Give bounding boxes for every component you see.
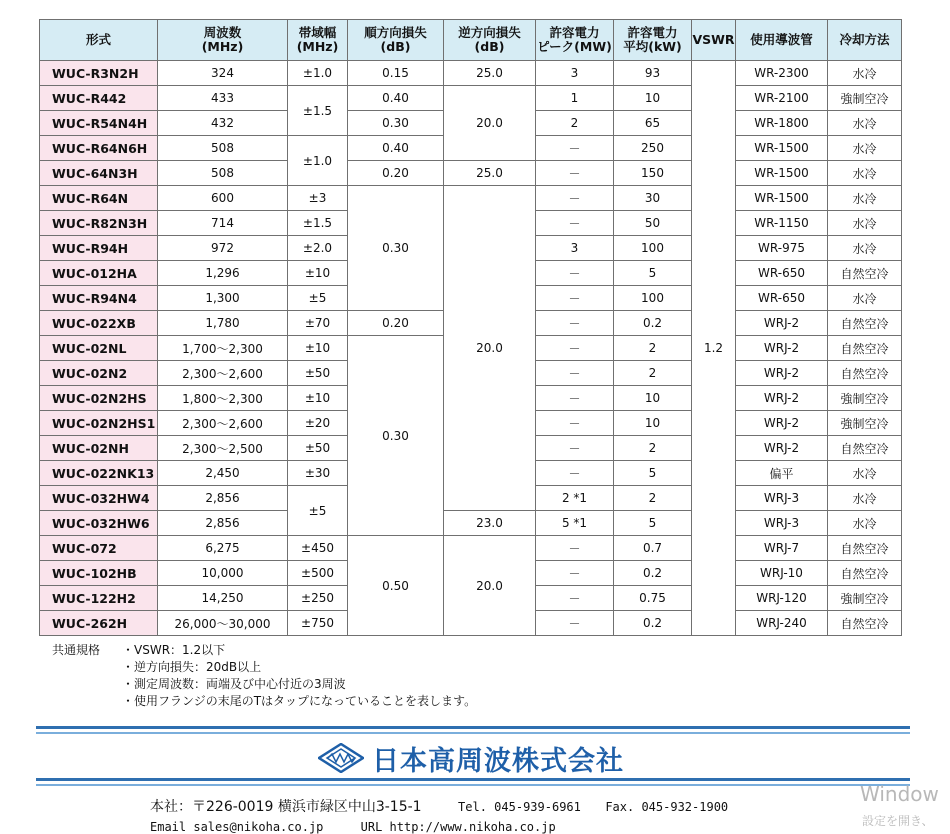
waveguide-cell: WRJ-10 [736,561,828,586]
peak-power-cell: － [536,261,614,286]
peak-power-cell: － [536,336,614,361]
bandwidth-cell: ±10 [288,336,348,361]
forward-loss-cell: 0.50 [348,536,444,636]
average-power-cell: 0.2 [614,311,692,336]
contact-line [150,820,556,834]
bandwidth-cell: ±2.0 [288,236,348,261]
bandwidth-cell: ±50 [288,436,348,461]
peak-power-cell: － [536,211,614,236]
frequency-cell: 2,856 [158,486,288,511]
header-bandwidth: 帯域幅 (MHz) [288,20,348,61]
average-power-cell: 250 [614,136,692,161]
model-cell: WUC-02NH [40,436,158,461]
header-vswr: VSWR [692,20,736,61]
model-cell: WUC-R54N4H [40,111,158,136]
cooling-cell: 自然空冷 [828,536,902,561]
model-cell: WUC-012HA [40,261,158,286]
table-row [40,161,902,186]
waveguide-cell: WR-2300 [736,61,828,86]
frequency-cell: 2,450 [158,461,288,486]
cooling-cell: 水冷 [828,111,902,136]
waveguide-cell: WRJ-2 [736,361,828,386]
forward-loss-cell: 0.20 [348,311,444,336]
table-header-row [40,20,902,61]
model-cell: WUC-022XB [40,311,158,336]
bandwidth-cell: ±1.0 [288,61,348,86]
average-power-cell: 0.7 [614,536,692,561]
vswr-cell: 1.2 [692,61,736,636]
fax-number: Fax. 045-932-1900 [605,800,729,814]
note-item: ・VSWR：1.2以下 [122,643,226,657]
frequency-cell: 14,250 [158,586,288,611]
peak-power-cell: － [536,536,614,561]
model-cell: WUC-R94H [40,236,158,261]
average-power-cell: 5 [614,511,692,536]
reverse-loss-cell: 20.0 [444,186,536,511]
peak-power-cell: － [536,411,614,436]
reverse-loss-cell: 20.0 [444,86,536,161]
model-cell: WUC-02NL [40,336,158,361]
table-row [40,86,902,111]
peak-power-cell: 2 [536,111,614,136]
forward-loss-cell: 0.30 [348,186,444,311]
activation-watermark-sub: 設定を開き、 [862,814,934,828]
header-frequency: 周波数 (MHz) [158,20,288,61]
waveguide-cell: WR-975 [736,236,828,261]
frequency-cell: 432 [158,111,288,136]
peak-power-cell: 2 *1 [536,486,614,511]
model-cell: WUC-R82N3H [40,211,158,236]
reverse-loss-cell: 25.0 [444,61,536,86]
frequency-cell: 433 [158,86,288,111]
model-cell: WUC-072 [40,536,158,561]
model-cell: WUC-122H2 [40,586,158,611]
frequency-cell: 1,700～2,300 [158,336,288,361]
notes-label: 共通規格 [52,643,101,657]
waveguide-cell: WR-1500 [736,161,828,186]
frequency-cell: 600 [158,186,288,211]
model-cell: WUC-032HW4 [40,486,158,511]
average-power-cell: 65 [614,111,692,136]
bandwidth-cell: ±3 [288,186,348,211]
reverse-loss-cell: 20.0 [444,536,536,636]
frequency-cell: 10,000 [158,561,288,586]
waveguide-cell: WR-1150 [736,211,828,236]
peak-power-cell: － [536,561,614,586]
company-name: 日本高周波株式会社 [372,745,624,777]
divider-top-thin [36,732,910,734]
waveguide-cell: WR-1800 [736,111,828,136]
average-power-cell: 0.75 [614,586,692,611]
average-power-cell: 150 [614,161,692,186]
waveguide-cell: WRJ-3 [736,511,828,536]
peak-power-cell: － [536,136,614,161]
peak-power-cell: － [536,461,614,486]
cooling-cell: 自然空冷 [828,611,902,636]
activation-watermark: Window [860,782,939,806]
website-link[interactable]: URL http://www.nikoha.co.jp [360,820,556,834]
forward-loss-cell: 0.30 [348,111,444,136]
divider-top [36,726,910,729]
bandwidth-cell: ±70 [288,311,348,336]
model-cell: WUC-02N2HS1 [40,411,158,436]
average-power-cell: 100 [614,236,692,261]
address: 本社：〒226-0019 横浜市緑区中山3-15-1 [150,799,422,815]
waveguide-cell: WRJ-2 [736,411,828,436]
bandwidth-cell: ±750 [288,611,348,636]
peak-power-cell: － [536,586,614,611]
frequency-cell: 508 [158,161,288,186]
header-average-power: 許容電力 平均(kW) [614,20,692,61]
bandwidth-cell: ±10 [288,386,348,411]
waveguide-cell: WRJ-2 [736,336,828,361]
address-line [150,796,728,816]
cooling-cell: 自然空冷 [828,561,902,586]
cooling-cell: 自然空冷 [828,361,902,386]
cooling-cell: 水冷 [828,136,902,161]
average-power-cell: 100 [614,286,692,311]
frequency-cell: 2,300～2,500 [158,436,288,461]
common-specifications [52,642,476,710]
divider-bottom-thin [36,784,910,786]
average-power-cell: 10 [614,386,692,411]
frequency-cell: 1,800～2,300 [158,386,288,411]
bandwidth-cell: ±50 [288,361,348,386]
table-row [40,536,902,561]
average-power-cell: 2 [614,486,692,511]
cooling-cell: 水冷 [828,161,902,186]
header-model: 形式 [40,20,158,61]
cooling-cell: 自然空冷 [828,336,902,361]
bandwidth-cell: ±500 [288,561,348,586]
cooling-cell: 自然空冷 [828,311,902,336]
table-row [40,61,902,86]
spec-table [39,19,902,636]
cooling-cell: 強制空冷 [828,586,902,611]
bandwidth-cell: ±250 [288,586,348,611]
peak-power-cell: － [536,186,614,211]
cooling-cell: 自然空冷 [828,436,902,461]
peak-power-cell: － [536,386,614,411]
frequency-cell: 714 [158,211,288,236]
model-cell: WUC-262H [40,611,158,636]
bandwidth-cell: ±30 [288,461,348,486]
average-power-cell: 50 [614,211,692,236]
model-cell: WUC-R94N4 [40,286,158,311]
average-power-cell: 0.2 [614,561,692,586]
reverse-loss-cell: 25.0 [444,161,536,186]
average-power-cell: 0.2 [614,611,692,636]
model-cell: WUC-102HB [40,561,158,586]
cooling-cell: 水冷 [828,511,902,536]
waveguide-cell: WR-1500 [736,186,828,211]
frequency-cell: 6,275 [158,536,288,561]
peak-power-cell: 3 [536,236,614,261]
forward-loss-cell: 0.30 [348,336,444,536]
waveguide-cell: WRJ-120 [736,586,828,611]
wave-diamond-icon [318,743,364,773]
frequency-cell: 2,300～2,600 [158,411,288,436]
peak-power-cell: － [536,311,614,336]
header-cooling: 冷却方法 [828,20,902,61]
bandwidth-cell: ±1.0 [288,136,348,186]
bandwidth-cell: ±450 [288,536,348,561]
header-reverse-loss: 逆方向損失 (dB) [444,20,536,61]
bandwidth-cell: ±1.5 [288,86,348,136]
reverse-loss-cell: 23.0 [444,511,536,536]
peak-power-cell: 1 [536,86,614,111]
phone-number: Tel. 045-939-6961 [458,800,581,814]
cooling-cell: 水冷 [828,236,902,261]
cooling-cell: 水冷 [828,211,902,236]
table-row [40,511,902,536]
model-cell: WUC-R64N6H [40,136,158,161]
average-power-cell: 5 [614,461,692,486]
cooling-cell: 強制空冷 [828,411,902,436]
peak-power-cell: － [536,361,614,386]
forward-loss-cell: 0.20 [348,161,444,186]
waveguide-cell: 偏平 [736,461,828,486]
cooling-cell: 水冷 [828,286,902,311]
frequency-cell: 1,300 [158,286,288,311]
frequency-cell: 1,296 [158,261,288,286]
peak-power-cell: － [536,611,614,636]
bandwidth-cell: ±1.5 [288,211,348,236]
model-cell: WUC-022NK13 [40,461,158,486]
divider-bottom [36,778,910,781]
note-item: ・使用フランジの末尾のTはタップになっていることを表します。 [122,694,477,708]
peak-power-cell: 5 *1 [536,511,614,536]
model-cell: WUC-R64N [40,186,158,211]
forward-loss-cell: 0.40 [348,136,444,161]
frequency-cell: 26,000～30,000 [158,611,288,636]
model-cell: WUC-032HW6 [40,511,158,536]
cooling-cell: 強制空冷 [828,86,902,111]
cooling-cell: 水冷 [828,461,902,486]
frequency-cell: 2,300～2,600 [158,361,288,386]
cooling-cell: 水冷 [828,486,902,511]
frequency-cell: 1,780 [158,311,288,336]
average-power-cell: 10 [614,411,692,436]
bandwidth-cell: ±20 [288,411,348,436]
header-waveguide: 使用導波管 [736,20,828,61]
bandwidth-cell: ±5 [288,286,348,311]
frequency-cell: 972 [158,236,288,261]
average-power-cell: 30 [614,186,692,211]
average-power-cell: 93 [614,61,692,86]
cooling-cell: 水冷 [828,186,902,211]
waveguide-cell: WRJ-2 [736,311,828,336]
email-link[interactable]: Email sales@nikoha.co.jp [150,820,324,834]
waveguide-cell: WR-1500 [736,136,828,161]
model-cell: WUC-64N3H [40,161,158,186]
model-cell: WUC-02N2HS [40,386,158,411]
waveguide-cell: WRJ-7 [736,536,828,561]
bandwidth-cell: ±5 [288,486,348,536]
header-forward-loss: 順方向損失 (dB) [348,20,444,61]
average-power-cell: 10 [614,86,692,111]
waveguide-cell: WRJ-240 [736,611,828,636]
forward-loss-cell: 0.15 [348,61,444,86]
header-peak-power: 許容電力 ピーク(MW) [536,20,614,61]
cooling-cell: 強制空冷 [828,386,902,411]
table-row [40,186,902,211]
waveguide-cell: WRJ-3 [736,486,828,511]
peak-power-cell: 3 [536,61,614,86]
model-cell: WUC-R442 [40,86,158,111]
frequency-cell: 2,856 [158,511,288,536]
frequency-cell: 324 [158,61,288,86]
average-power-cell: 5 [614,261,692,286]
peak-power-cell: － [536,436,614,461]
company-logo [318,738,624,778]
average-power-cell: 2 [614,336,692,361]
note-item: ・逆方向損失：20dB以上 [122,660,262,674]
average-power-cell: 2 [614,436,692,461]
peak-power-cell: － [536,286,614,311]
forward-loss-cell: 0.40 [348,86,444,111]
note-item: ・測定周波数：両端及び中心付近の3周波 [122,677,346,691]
waveguide-cell: WRJ-2 [736,436,828,461]
waveguide-cell: WR-650 [736,286,828,311]
average-power-cell: 2 [614,361,692,386]
waveguide-cell: WR-2100 [736,86,828,111]
waveguide-cell: WR-650 [736,261,828,286]
model-cell: WUC-R3N2H [40,61,158,86]
waveguide-cell: WRJ-2 [736,386,828,411]
bandwidth-cell: ±10 [288,261,348,286]
frequency-cell: 508 [158,136,288,161]
peak-power-cell: － [536,161,614,186]
cooling-cell: 水冷 [828,61,902,86]
model-cell: WUC-02N2 [40,361,158,386]
cooling-cell: 自然空冷 [828,261,902,286]
